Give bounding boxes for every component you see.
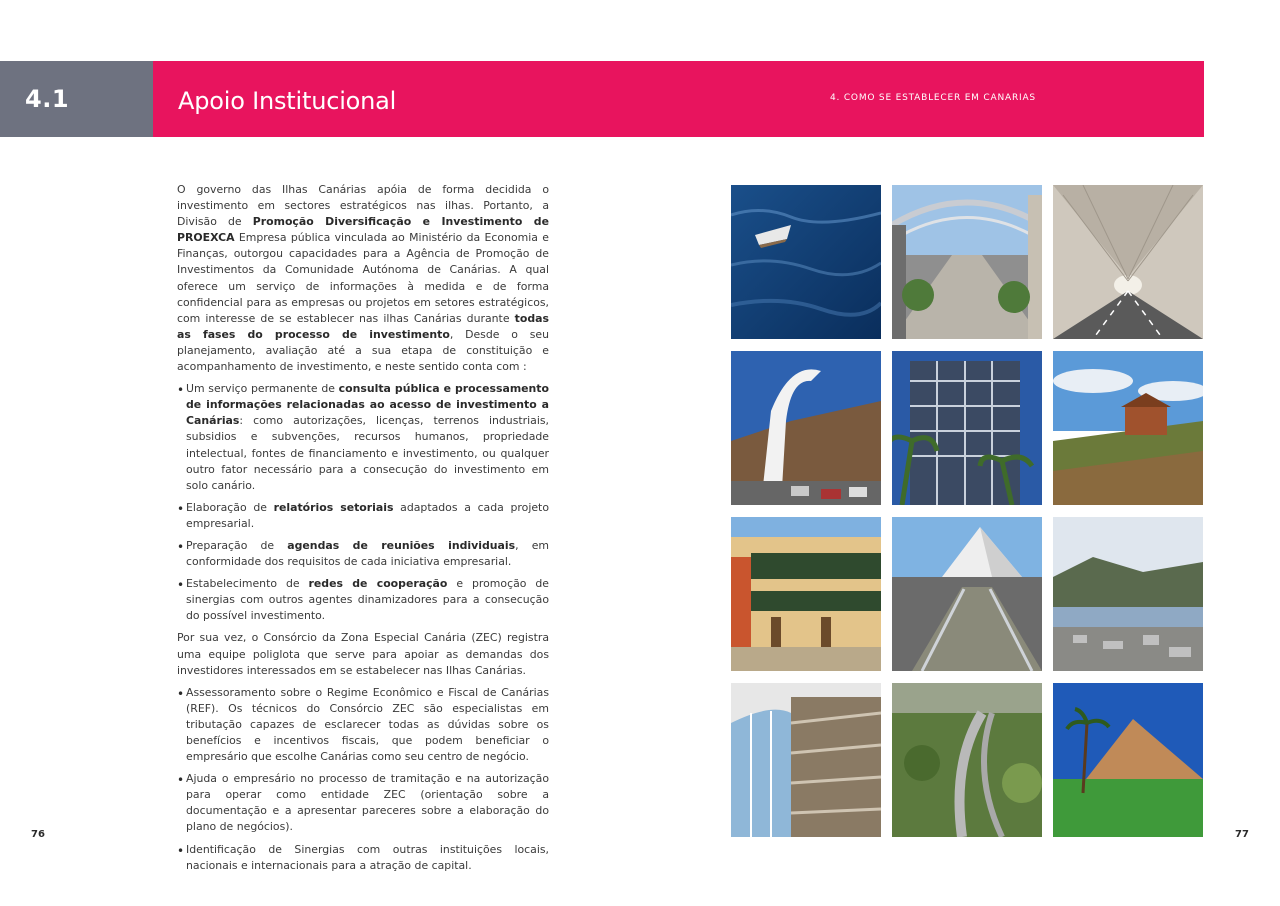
photo-glass-pyramid [892,517,1042,671]
section-number: 4.1 [25,85,70,113]
intro-text-1: O governo das Ilhas Canárias apóia de forma decidida o investimento em sectores estratégicos nas ilhas. Portanto, a Divisão de [177,183,549,229]
title-bar [153,61,1204,137]
photo-arch-bridge [731,351,881,505]
photo-glass-office-building [892,351,1042,505]
service-pre: Estabelecimento de [186,577,309,591]
body-text-column [177,182,549,874]
section-number-box [0,61,153,137]
page-number-right: 77 [1235,829,1249,840]
photo-covered-promenade [892,185,1042,339]
service-post: , em conformidade dos requisitos de cada iniciativa empresarial. [186,538,550,569]
photo-port-and-mountains [1053,517,1203,671]
list-item: • Identificação de Sinergias com outras instituições locais, nacionais e internacionais para a atração de capital. [177,842,549,874]
intro-text-2: Empresa pública vinculada ao Ministério da Economia e Finanças, outorgou capacidades para a Agência de Promoção de Investimentos da Comunidade Autónoma de Canárias. A qual oferece um serviço de informações à medida e de forma confidencial para as empresas ou projetos em setores estratégicos, com interesse de se establecer nas ilhas Canárias durante [177,231,549,325]
photo-aerial-highway [892,683,1042,837]
list-item [177,381,549,494]
intro-bold-1: Promoção Diversificação e Investimento de PROEXCA [177,215,549,245]
intro-text-3: , Desde o seu planejamento, avaliação até a sua etapa de constituição e acompanhamento de investimento, e neste sentido conta com : [177,327,549,374]
list-item [177,576,549,624]
photo-volcano-with-palms [1053,683,1203,837]
chapter-label: 4. COMO SE ESTABLECER EM CANARIAS [830,93,1036,103]
list-item: • Ajuda o empresário no processo de tramitação e na autorização para operar como entidade ZEC (orientação sobre a documentação e a apresentar pareceres sobre a elaboração do plano de negócios). [177,771,549,835]
intro-paragraph [177,182,549,375]
photo-colonial-balconies [731,517,881,671]
photo-stone-house-on-cliff [1053,351,1203,505]
zec-paragraph: Por sua vez, o Consórcio da Zona Especial Canária (ZEC) registra uma equipe poliglota que serve para apoiar as demandas dos investidores interessados em se estabelecer nas Ilhas Canárias. [177,631,549,677]
photo-boat-on-ocean [731,185,881,339]
zec-list [177,685,549,874]
service-post: adaptados a cada projeto empresarial. [186,500,549,530]
list-item: • Assessoramento sobre o Regime Econômico e Fiscal de Canárias (REF). Os técnicos do Consórcio ZEC são especialistas em tributação capazes de esclarecer todas as dúvidas sobre os benefícios e incentivos fiscais, que podem beneficiar o empresário que escolhe Canárias como seu centro de negócio. [177,685,549,765]
page-number-left: 76 [31,829,45,840]
service-pre: Um serviço permanente de [186,382,339,396]
photo-modern-building-facade [731,683,881,837]
service-post: e promoção de sinergias com outros agentes dinamizadores para a consecução do possível investimento. [186,577,549,623]
list-item [177,500,549,532]
service-post: : como autorizações, licenças, terrenos industriais, subsidios e subvenções, recursos humanos, propriedade intelectual, fontes de financiamento e investimento, ou qualquer outro fator necessário para a consecução do investimento em solo canário. [186,414,549,492]
service-bold: consulta pública e processamento de informações relacionadas ao acesso de investimento a Canárias [186,382,549,428]
service-pre: Elaboração de [186,500,274,514]
list-item [177,538,549,570]
services-list [177,381,549,624]
photo-tunnel [1053,185,1203,339]
service-pre: Preparação de [186,538,288,552]
service-bold: agendas de reuniões individuais [287,538,516,552]
service-bold: relatórios setoriais [273,500,394,514]
intro-bold-2: todas as fases do processo de investimento [177,311,549,341]
page-title: Apoio Institucional [178,87,397,115]
service-bold: redes de cooperação [308,577,448,591]
header-band [0,61,1204,137]
